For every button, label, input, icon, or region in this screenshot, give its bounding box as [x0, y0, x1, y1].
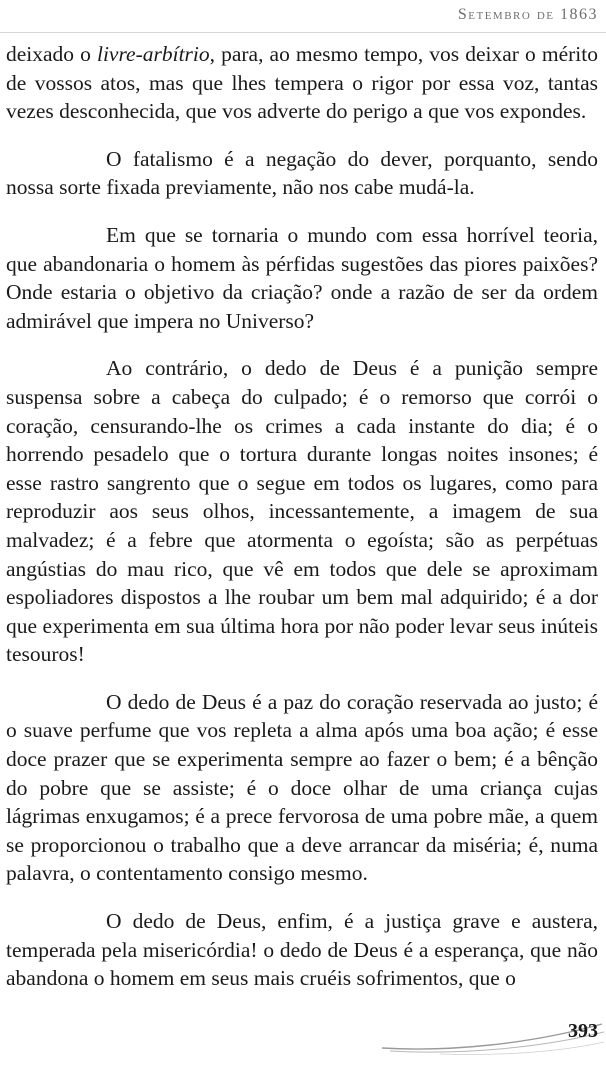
paragraph-4: Ao contrário, o dedo de Deus é a punição sempre suspensa sobre a cabeça do culpado; é o remorso que corrói o coração, censurando-lhe os crimes a cada instante do dia; é o horrendo pesadelo que o tortura durante longas noites insones; é esse rastro sangrento que o segue em todos os lugares, como para reproduzir aos seus olhos, incessantemente, a imagem de sua malvadez; é a febre que atormenta o egoísta; são as perpétuas angústias do mau rico, que vê em todos que dele se aproximam espoliadores dispostos a lhe roubar um bem mal adquirido; é a dor que experimenta em sua última hora por não poder levar seus inúteis tesouros!: [6, 356, 598, 667]
body-text: [6, 40, 598, 1012]
paragraph-1-start: deixado o: [6, 42, 97, 66]
page-number: 393: [568, 1020, 598, 1042]
paragraph-2: O fatalismo é a negação do dever, porquanto, sendo nossa sorte fixada previamente, não nos cabe mudá-la.: [6, 146, 598, 200]
paragraph-1: [6, 40, 598, 126]
paragraph-1-rest: , para, ao mesmo tempo, vos deixar o mérito de vossos atos, mas que lhes tempera o rigor por essa voz, tantas vezes desconhecida, que vos adverte do perigo a que vos expondes.: [6, 42, 598, 124]
italic-term: livre-arbítrio: [96, 42, 210, 66]
paragraph-5: O dedo de Deus é a paz do coração reservada ao justo; é o suave perfume que vos repleta a alma após uma boa ação; é esse doce prazer que se experimenta sempre ao fazer o bem; é a bênção do pobre que se assiste; é o doce olhar de uma criança cujas lágrimas enxugamos; é a prece fervorosa de uma pobre mãe, a quem se proporcionou o trabalho que a deve arrancar da miséria; é, numa palavra, o contentamento consigo mesmo.: [6, 689, 598, 886]
page-footer: [380, 1018, 606, 1058]
header-rule: [0, 32, 606, 33]
paragraph-6: O dedo de Deus, enfim, é a justiça grave e austera, temperada pela misericórdia! o dedo de Deus é a esperança, que não abandona o homem em seus mais cruéis sofrimentos, que o: [6, 909, 598, 991]
paragraph-3: Em que se tornaria o mundo com essa horrível teoria, que abandonaria o homem às pérfidas sugestões das piores paixões? Onde estaria o objetivo da criação? onde a razão de ser da ordem admirável que impera no Universo?: [6, 222, 598, 333]
running-head: Setembro de 1863: [457, 6, 598, 23]
